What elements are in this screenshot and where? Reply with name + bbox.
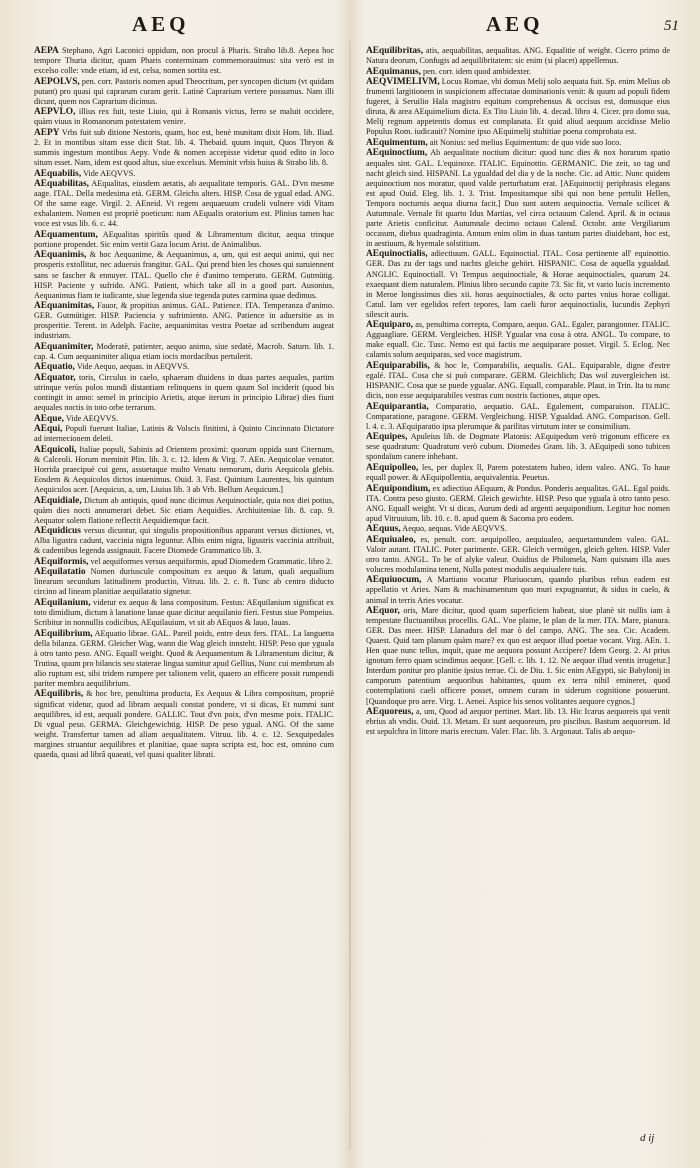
dictionary-entry [34,169,334,179]
entry-text: Apuleius lib. de Dogmate Platonis: AEquipedum verò trigonum efficere ex sese quadratum: Quadratum verò cubum. Diomedes Gram. lib. 3. AEquipedi sono tubicen spondaïum canere inhebant. [366,432,670,462]
entry-headword: AEquanimiter, [34,341,94,352]
entry-headword: AEquator, [34,373,76,383]
entry-headword: AEquanimitas, [34,301,95,312]
dictionary-entry [34,629,334,689]
running-header [0,8,700,42]
right-running-head: AEQ [486,12,544,36]
column-gutter [349,40,351,1150]
entry-text: Nomen duriuscule compositum ex aequo & latum, quali aequalium linearum secundum latitudinem productio, Vitruu. lib. 2. c. 8. Tunc ab centro diducto circino ad lineam planitiae aequilatatio signetur. [34,567,334,597]
dictionary-entry [34,445,334,495]
entry-text: adiectiuum. GALL. Equinoctial. ITAL. Cosa pertinente all' equinottio. GER. Das zu der tags und nachts gleiche gehört. HISPANIC. Cosa de aquella ygualdad. ANGLIC. Equinoctiall. Vt Tempus aequinoctiale, & Horae aequinoctiales, quarum 24. exaequant diem naturalem. Plinius libro secundo capite 73. Sic fit, vt vario lucis incremento in Meroe longissimus dies xii. horas aequinoctiales, & octo partes vnius horae colligat. Catul. Iam ver egelidos refert tepores, Iam caeli furor aequinoctialis, Iucundis Zephyri silescit auris. [366,249,670,319]
dictionary-entry [366,320,670,360]
entry-text: AEqualitas spiritûs quod & Libramentum dicitur, aequa trinque portione propendet. Sic enim vertit Gaza locum Arist. de Animalibus. [34,229,334,249]
entry-headword: AEquidiale, [34,495,82,506]
entry-text: illius rex fuit, teste Liuio, qui à Romanis victus, ferro se maluit occidere, quàm viuus in Romanorum potestatem venire. [34,107,334,127]
entry-headword: AEquipes, [366,432,408,443]
entry-text: as, penultima correpta, Comparo, aequo. GAL. Egaler, parangonner. ITALIC. Agguagliare. GERM. Vergleichen. HISP. Ygualar vna cosa à otra. ANGL. To compare, to make equall. Cic. Tusc. Nemo est qui factis me aequiparare posset. Virgil. 5. Eclog. Nec calamis solum aequiparas, sed voce magistrum. [366,320,670,360]
entry-headword: AEquipondium, [366,483,431,494]
dictionary-entry [34,301,334,341]
dictionary-entry [34,230,334,250]
dictionary-entry [34,689,334,759]
entry-text: toris, Circulus in caelo, sphaeram diuidens in duas partes aequales, partim utrinque verùs polos mundi distantiam relinquens in quem quum Sol inciderit (quod bis contingit in anno: semel in principio Arietis, atque iterum in principio Librae) dies fiunt aequales noctis in toto orbe terrarum. [34,373,334,413]
entry-headword: AEquilanium, [34,598,91,609]
entry-headword: AEquilibritas, [366,46,424,56]
dictionary-entry [366,46,670,66]
entry-headword: AEquanimis, [34,250,87,261]
entry-headword: AEquamentum, [34,229,98,240]
entry-text: oris, Mare dicitur, quod quam superficiem habeat, siue planè sit nullis iam à tempestate fluctuantibus procellis. GAL. Vne plaine, le plan de la mer. ITA. Mare, pianura. GER. Das meer. HISP. Llanadura del mar ò del campo. ANG. The sea. Cic. Academ. Quaest. Quid tam planum quàm mare? ex quo est aequor illud poetae vocant. Virg. AEn. 1. Hen quae nunc tellus, inquit, quae me aequora possunt Accipere? Idem Georg. 2. At prius ignotum ferro quam scindimus aequor. [Gell. c. lib. 1. 12. Ne aequor illud ventis irrugetur.] Interdum ponitur pro planitie ipsius terrae. Ci. de Diu. 1. Sic enim AEgypti, sic Babylonij in camporum patentium aequoribus habitantes, quum ex terra nihil emineret, quod contemplationi caeli officere posset, omnem curam in siderum cognitione posuerunt. [Quandoque pro aere. Virg. 1. Aenei. Aspice bis senos volitantes aequore cygnos.] [366,606,670,706]
entry-text: Aequo, aequas. Vide AEQVVS. [402,524,507,534]
entry-headword: AEquiformis, [34,556,89,567]
entry-text: Populi fuerunt Italiae, Latinis & Volscis finitimi, à Quinto Cincinnato Dictatore ad internecionem deleti. [34,424,334,444]
entry-text: & hoc Aequanime, & Aequanimus, a, um, qui est aequi animi, qui nec prosperis extollitur, nec aduersis frangitur. GAL. Qui prend bien les choses qui suruiennent sans se fascher & ennuyer. ITAL. Quello che è d'animo temperato. GERM. Gutmütig. HISP. Paciente y sufrido. ANG. Patient, which take all in a good part. Ausonius, Aequanimus fiam te iudicante, siue legenda siue tegenda putes carmina quae dedimus. [34,250,334,300]
entry-headword: AEquiuocum, [366,575,422,586]
dictionary-entry [34,107,334,127]
entry-headword: AEquoreus, [366,707,414,718]
entry-text: vel aequiformes versus aequiformis, apud Diomedem Grammatic. libro 2. [90,556,333,566]
dictionary-entry [366,432,670,462]
entry-headword: AEQVIMELIVM, [366,77,440,88]
dictionary-entry [366,361,670,401]
entry-text: Vide Aequo, aequas. in AEQVVS. [76,362,190,372]
dictionary-entry [34,128,334,168]
entry-text: & hoc bre, penultima producta, Ex Aequus & Libra compositum, propriè significat videtur, quod ad libram aequali constat pondere, vt si dicas, Et nummi sunt aequilibres, id est, aequali pondere. GALLIC. Tout d'vn poix, d'vn mesme poix. ITALIC. Di vgual peso. GERMA. Gleichgewichtig. HISP. De peso ygual. ANG. Of the same weight. Transfertur tamen ad aliam aequalitatem. Vitruu. lib. 4. c. 12. Sexquipedales margines struantur aequilibres et planitiae, quae supra scripta est, hoc est, omnino cum quaeda, quasi ad librâ quaeati, vel quasi qualiter librati. [34,689,334,759]
dictionary-entry [34,424,334,444]
entry-headword: AEquipolleo, [366,462,419,473]
signature-mark: d ij [640,1132,655,1144]
entry-headword: AEPVLO, [34,107,76,118]
entry-headword: AEquatio, [34,362,75,373]
dictionary-entry [366,402,670,432]
entry-text: versus dicuntur, qui singulis propositionibus apparant versus dictiones, vt, Alba ligustra cadunt, vaccinia nigra leguntur. Albis enim nigra, ligustris vaccinia attribuit, & cadentibus legenda assignauit. Facere Diomede Grammatico lib. 3. [34,526,334,556]
dictionary-entry [34,567,334,597]
entry-text: ait Nonius: sed melius Equimentum: de quo vide suo loco. [429,137,622,147]
dictionary-entry [34,373,334,413]
entry-text: Ab aequalitate noctium dicitur: quod tunc dies & nox horarum spatio aequales sint. GAL. L'equinoxe. ITALIC. Equinottio. GERMANIC. Die zeit, so tag und nacht gleich sind. HISPANI. La ygualdad del dia y de la noche. Cic. ad Attic. Nunc quidem aequinoctium nos moratur, quod valde perturbatum erat. [AEquinoctij periphrasis elegans est apud Ouid. Eleg. lib. 1. 3. Trist. Impositamque sibi qui non bene pertulit Hellen, Tempora nocturnis aequa diurna facit.] Duo sunt autem aequinoctia. Vernale scilicet & Autumnale. Vernale fit quarto Idus Martias, vel circa octauum Calend. April. & in octaua parte Arietis conficitur. Autumnale decimo octauo Calend. Octobr. ante Vergiliarum occasum, diebus quadraginta. Annum enim olim in duas tantum partes diuidebant, hoc est, in aestiuum, & hyemale solstitium. [366,148,670,248]
dictionary-entry [34,179,334,229]
dictionary-entry [34,362,334,372]
dictionary-entry [34,250,334,300]
entry-text: Fauor, & propitius animus. GAL. Patience. ITA. Temperanza d'animo. GER. Gutmütiger. HISP. Paciencia y sufrimiento. ANG. Patience in aduersitie as in prosperitie. Terent. in Adelph. Facite, aequanimitas vestra Poetae ad scribendum augeat industriam. [34,301,334,341]
dictionary-entry [34,526,334,556]
dictionary-entry [366,524,670,534]
entry-headword: AEquinoctialis, [366,249,428,260]
dictionary-entry [34,77,334,107]
dictionary-entry [366,77,670,137]
entry-text: Vide AEQVVS. [83,168,136,178]
entry-headword: AEque, [34,413,64,424]
entry-text: Comparatio, aequatio. GAL. Egalement, comparaison. ITALIC. Comparatione, paragone. GERM. Vergleichung. HISP. Ygualdad. ANG. Comparison. Gell. l. 4. c. 3. AEquiparatio ipsa plerumque & parilitas virtutum inter se consimilium. [366,401,670,431]
entry-text: les, per duplex ll, Parem potestatem habeo, idem valeo. ANG. To haue equall power. & AEquipollentia, aequivalentia. Peuetus. [366,462,670,482]
dictionary-entry [366,67,670,77]
entry-headword: AEquabilis, [34,168,82,179]
dictionary-entry [366,463,670,483]
entry-headword: AEquilibrium, [34,628,93,639]
entry-headword: AEquimentum, [366,137,428,148]
page-number: 51 [664,18,679,34]
dictionary-entry [34,414,334,424]
entry-text: Italiae populi, Sabinis ad Orientem proximi: quorum oppida sunt Citernum, & Calceoli. Horum meminit Plin. lib. 3. c. 12. Idem & Virg. 7. AEn. Aequicolae venator. Horrida praecipuè cui gens, assuetaque multo Venatu nemorum, duris Aequicola glebis. Eosdem & Aequicolos dictos inuenimus. Ouid. 3. Fast. Quintum Laurentes, bis quintum Aequiculos acer. [Aequicus, a, um, Liuius lib. 3 ab Vrb. Bellum Aequicum.] [34,444,334,495]
entry-text: a, um, Quod ad aequor pertinet. Mart. lib. 13. Hic Icarus aequoreis qui venit ebrius ab vndis. Ouid. 13. Metam. Et sunt aequoreum, pro piscibus. Bastum aequoreum. Id est sepulchra in littore maris erectum. Valer. Flac. lib. 3. Argonaut. Talis ab aequo- [366,707,670,737]
entry-text: Dictum ab antiquis, quod nunc dicimus Aequinoctiale, quia nox diei potius, quàm dies nocti annumerari debet. Sic etiam Aequidies. Archiuiteniae lib. 8. cap. 9. Aequator solem flatione reflectit Aequidiemque facit. [34,495,334,525]
dictionary-entry [366,484,670,524]
entry-text: & hoc le, Comparabilis, aequalis. GAL. Equiparable, digne d'estre egalé. ITAL. Cosa che si può comparare. GERM. Gleichlich; Das wol zuvergleichen ist. HISPANIC. Cosa que se puede ygualar. ANG. Equall, comparable. Plaut. in Trin. Ita tu nunc dicis, non esse aequiparabiles vestras cum nostris factiones, atque opes. [366,360,670,401]
entry-text: videtur ex aequo & lana compositum. Festus: AEquilanium significat ex toto dimidium, dictum à lanatione lanae quae dicitur aequilanio fieri. Festus siue Pompeius. Scribitur in nonnullis codicibus, AEquilauium, vt sit ab AEquos & lauo, lauas. [34,598,334,628]
entry-text: Vide AEQVVS. [65,413,119,423]
entry-headword: AEquinoctium, [366,148,428,159]
left-running-head: AEQ [132,12,190,36]
entry-headword: AEquilatatio [34,567,86,578]
dictionary-entry [366,575,670,605]
entry-headword: AEquabilitas, [34,179,89,190]
entry-headword: AEquiparantia, [366,401,429,412]
dictionary-entry [34,598,334,628]
entry-headword: AEquicoli, [34,444,77,455]
dictionary-entry [34,496,334,526]
dictionary-entry [366,138,670,148]
entry-headword: AEquiualeo, [366,534,416,545]
entry-headword: AEquor, [366,606,400,617]
entry-headword: AEquiparo, [366,320,413,331]
entry-headword: AEquimanus, [366,66,421,77]
dictionary-entry [34,557,334,567]
entry-headword: AEPA [34,46,59,56]
entry-text: Stephano, Agri Laconici oppidum, non procul à Pharis. Strabo lib.8. Aepea hoc tempore Thuria dicitur, quam Pharis conterminam commemorauimus: sita verò est in excelso colle: vnde etiam, id est, celsa, nomen sortita est. [34,46,334,76]
entry-text: Vrbs fuit sub ditione Nestoris, quam, hoc est, benè munitam dixit Hom. lib. Iliad. 2. Et in montibus sitam esse dicit Stat. lib. 4. Thebaid. quum inquit, Quos Thryon & summis ingestum montibus Aepy. Vnde & nomen accepisse videtur quod edito in loco situm esset. Nam, idem est quod altus, siue excelsus. Meminit vrbis huius & Strabo lib. 8. [34,127,334,168]
dictionary-entry [34,46,334,76]
dictionary-entry [366,707,670,737]
entry-headword: AEPOLVS, [34,76,80,87]
entry-text: pen. corr. Pastoris nomen apud Theocritum, per syncopen dictum (vt quidam putant) pro quasi qui caprarum curam gerit. Latinè Caprarium vertere possumus. Nam illi dicunt, quem nos Caprarium dicimus. [34,76,334,106]
dictionary-entry [366,249,670,319]
entry-headword: AEquidicus [34,526,81,537]
right-column [366,46,670,1126]
entry-headword: AEquilibris, [34,689,84,700]
dictionary-entry [366,535,670,575]
entry-text: atis, aequabilitas, aequalitas. ANG. Equalitie of weight. Cicero primo de Natura deorum, Confugis ad aequilibritatem: sic enim (si placet) appellemus. [366,46,670,66]
entry-text: es, penult. corr. aequipolleo, aequiualeo, aequetantundem valeo. GAL. Valoir autant. ITALIC. Poter parimente. GER. Gleich vermögen, gleich gelten. HISP. Valer otro tanto. ANGL. To be of alyke valeur. Ouidius de Philomela, Nam quisnam illa aues volucres modulamina tenent, Nulla potest modulis aequiualere tuis. [366,534,670,574]
entry-text: Locus Romae, vbi domus Melij solo aequata fuit. Sp. enim Melius ob frumenti largitionem in suspicionem affectatae dominationis venit: & quum ad populi fidem fugeret, à Seruilio Hala magistro equitum comprehensus & occisus est, domusque eius diruta, & area AEquimelium dicta. Ex Tito Liuio lib. 4. decad. libro 4. Cicer. pro domo sua, Melij regnum appetentis domus est complanata. Et quid aliud aequum accidisse Melio Populus Rom. iudicauit? Nomine ipso AEquimelij stultitiae poena comprobata est. [366,77,670,137]
entry-headword: AEPY [34,127,60,138]
entry-text: AEqualitas, eiusdem aetatis, ab aequalitate temporis. GAL. D'vn mesme aage. ITAL. Della medesima età. GERM. Gleichs alters. HISP. Cosa de ygual edad. ANG. Of the same eage. Virgil. 2. AEneid. Vt regem aequaeuum crudeli vulnere vidi Vitam exhalantem. Nomen est propriè poeticum: nam AEqualis oratorium est. Plinius tamen hac voce est vsus lib. 6. c. 44. [34,179,334,229]
entry-text: ex adiectiuo AEquum, & Pondus. Ponderis aequalitas. GAL. Egal poids. ITA. Contra peso giusto. GERM. Gleich gewichte. HISP. Peso que yguala à otro tanto peso. ANG. Equall weight. Vt si dicas, Aurum dedi ad argenti aequipondium. Legitur hoc nomen apud Vitruuium, lib. 10. c. 8. apud quem & Sacoma pro eodem. [366,483,670,523]
entry-text: AEquatio librae. GAL. Pareil poids, entre deux fers. ITAL. La languetta della bilanza. GERM. Gleicher Wag, wann die Wag gleich innsteht. HISP. Peso que yguala à otro tanto peso. ANG. Equall weight. Quod & Aequamentum & Libramentum dicitur, & Trutina, quum pro bilancis seu staterae lingua sumitur apud Gellius, Nunc cui membrum ab alio ruptum est, sibi tridem rumpere per talionem velit, quaero an efficere possit rumpendi pariter membra aequilibrium. [34,628,334,688]
entry-headword: AEquiparabilis, [366,360,430,371]
entry-headword: AEqui, [34,424,63,435]
entry-text: pen. corr. idem quod ambidexter. [423,66,532,76]
entry-text: Moderatè, patienter, aequo animo, siue sedatè, Macrob. Saturn. lib. 1. cap. 4. Cum aequanimiter aliqua etiam iocis mordacibus pertulerit. [34,341,334,361]
left-column [34,46,334,1126]
entry-text: A Martiano vocatur Pluriuocum, quando pluribus rebus eadem est appellatio vt Aries. Nam & machinamentum quo muri expugnantur, & sidus in caelo, & animal in terris Aries vocatur. [366,575,670,605]
entry-headword: AEquus, [366,524,401,535]
dictionary-entry [366,148,670,248]
dictionary-entry [34,342,334,362]
dictionary-entry [366,606,670,706]
